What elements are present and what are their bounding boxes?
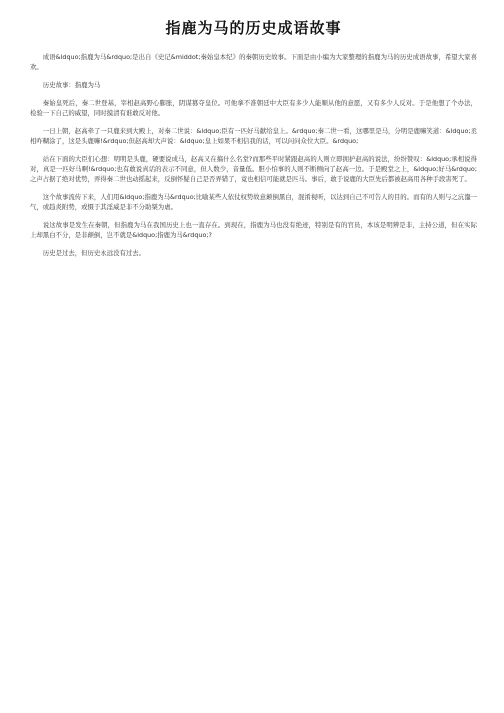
paragraph-background: 秦始皇死后，秦二世登基，宰相赵高野心膨胀，阴谋篡夺皇位。可他拿不准朝廷中大臣有多少人能顺从他的意愿，又有多少人反对。于是他想了个办法，检验一下自己的威望，同时摸清有谁敢反对他。 bbox=[30, 99, 477, 117]
paragraph-heading: 历史故事：指鹿为马 bbox=[42, 81, 101, 89]
document-page bbox=[30, 18, 477, 266]
paragraph-ministers: 站在下面的大臣们心想：明明是头鹿，硬要说成马，赵高又在搞什么名堂?而那些平时紧跟赵高的人则立即拥护赵高的说法，纷纷赞叹：&ldquo;承相说得对，真是一匹好马啊!&rdquo;也有敢说真话的表示不同意，但人数少，音量低。胆小怕事的人则不断侧向了赵高一边。于是殿堂之上，&ldquo;好马&rdquo;之声占据了绝对优势，弄得秦二世也动摇起来，反倒怀疑自己是否弄错了，竟也相信可能就是匹马。事后，敢于说鹿的大臣先后都被赵高用各种手段害死了。 bbox=[30, 155, 477, 183]
paragraph-closing: 历史是过去，但历史永远没有过去。 bbox=[42, 249, 146, 257]
paragraph-intro: 成语&ldquo;指鹿为马&rdquo;是出自《史记&middot;秦始皇本纪》的秦朝历史故事。下面是由小编为大家整理的指鹿为马的历史成语故事，希望大家喜欢。 bbox=[30, 53, 477, 71]
document-title: 指鹿为马的历史成语故事 bbox=[165, 19, 342, 37]
paragraph-meaning: 这个故事流传下来，人们用&ldquo;指鹿为马&rdquo;比喻某些人依仗权势故意颠倒黑白，混淆视听，以达到自己不可告人的目的。而有的人则与之沆瀣一气，或趋炎附势，或慑于其淫威是非不分助桀为虐。 bbox=[30, 193, 477, 211]
paragraph-modern: 说这故事是发生在秦朝，但指鹿为马在我国历史上也一直存在。到现在，指鹿为马也没有绝迹，特别是有的官员，本该是明辨是非，主持公道，但在实际上却黑白不分，是非颠倒，岂不就是&ldquo;指鹿为马&rdquo;? bbox=[30, 221, 477, 239]
paragraph-court-scene: 一日上朝，赵高牵了一只鹿来到大殿上，对秦二世说：&ldquo;臣有一匹好马献给皇上。&rdquo;秦二世一看，这哪里是马，分明是鹿嘛笑道：&ldquo;丞相咋糊涂了，这是头鹿嘛!&rdquo;但赵高却大声说：&ldquo;皇上如果不相信我的话，可以问问众位大臣。&rdquo; bbox=[30, 127, 477, 145]
